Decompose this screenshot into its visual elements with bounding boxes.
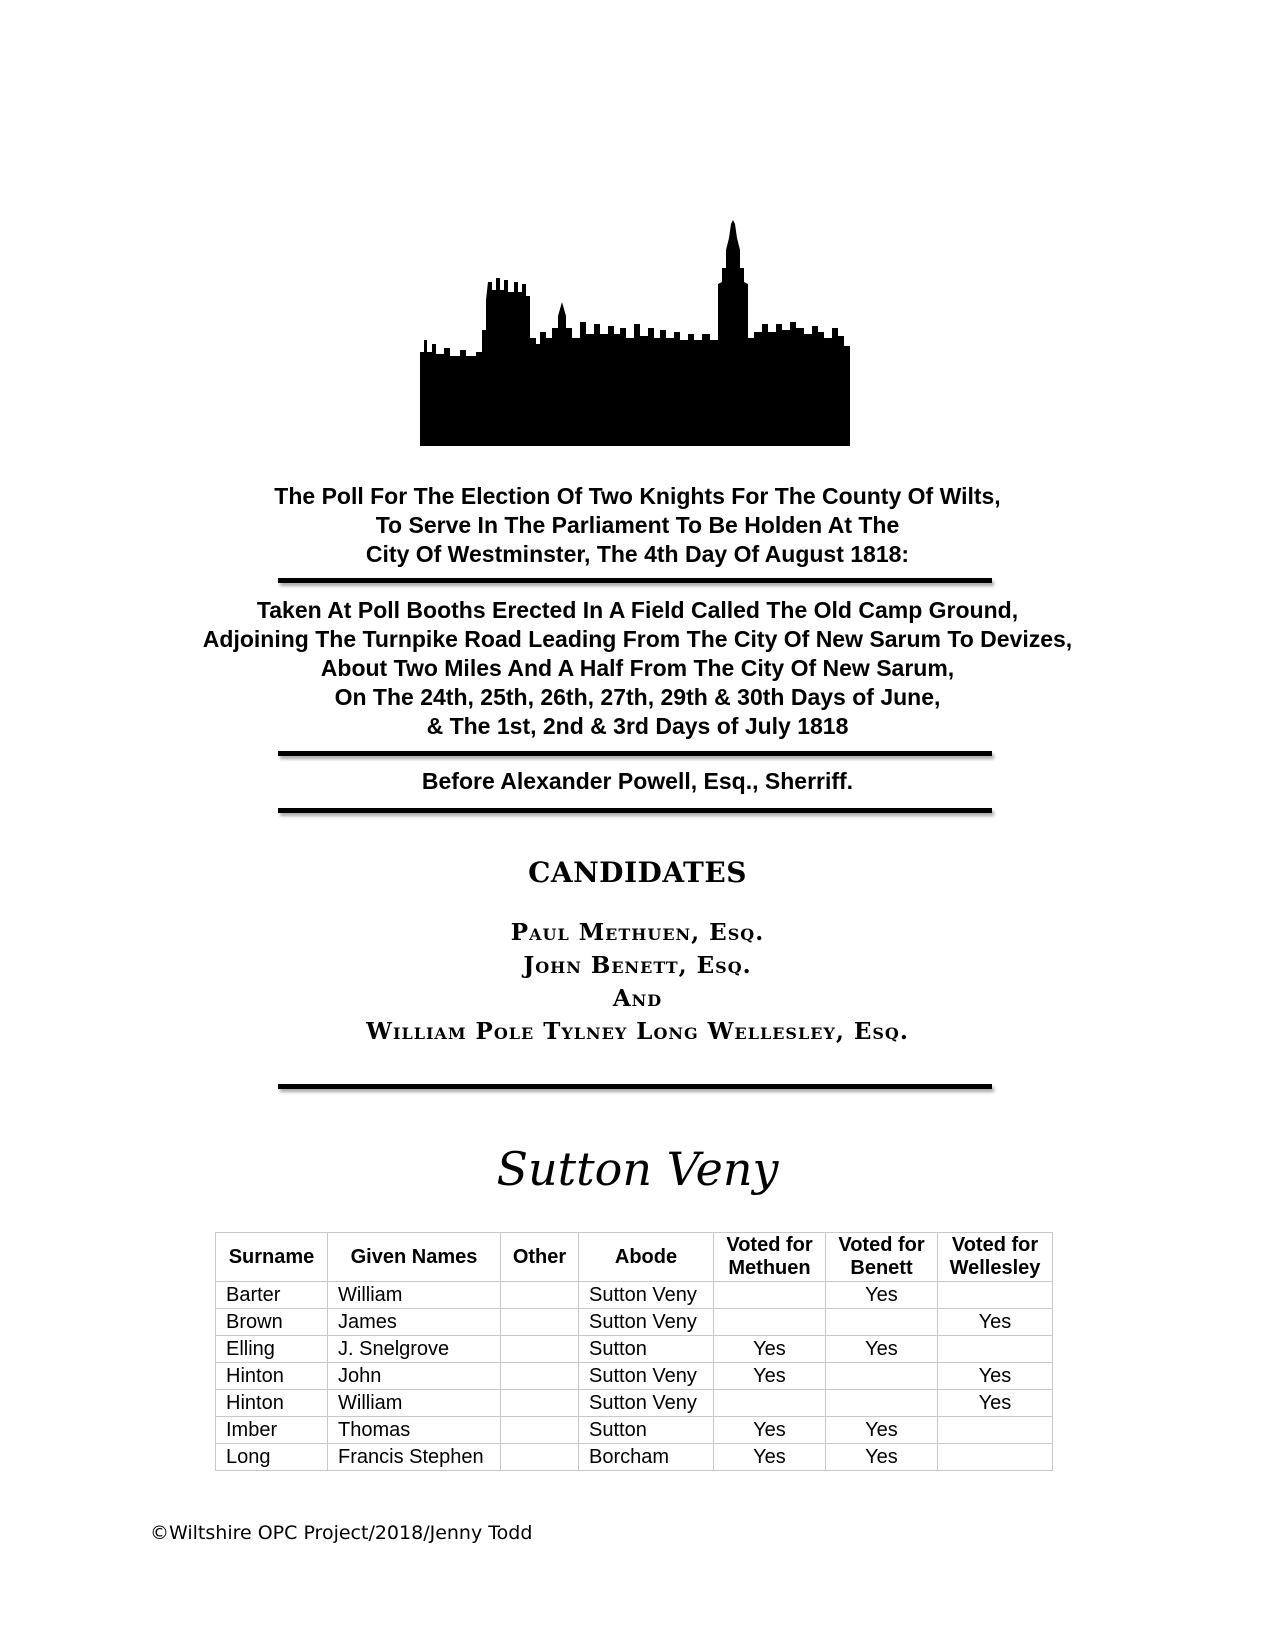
surname-cell: Imber [216, 1417, 328, 1444]
table-row [216, 1363, 1053, 1390]
benett-vote-cell [826, 1309, 938, 1336]
copyright-footer: ©Wiltshire OPC Project/2018/Jenny Todd [150, 1522, 533, 1544]
candidate-conjunction: And [612, 985, 663, 1012]
table-header-row [216, 1233, 1053, 1282]
abode-cell: Sutton Veny [579, 1390, 714, 1417]
column-header: Given Names [328, 1233, 501, 1282]
poll-location [0, 596, 1275, 741]
surname-cell: Hinton [216, 1390, 328, 1417]
westminster-skyline-image [420, 220, 850, 446]
abode-cell: Sutton Veny [579, 1309, 714, 1336]
poll-location-line: On The 24th, 25th, 26th, 27th, 29th & 30th Days of June, [334, 684, 941, 710]
table-row [216, 1390, 1053, 1417]
other-cell [501, 1282, 579, 1309]
other-cell [501, 1336, 579, 1363]
surname-cell: Long [216, 1444, 328, 1471]
benett-vote-cell [826, 1390, 938, 1417]
wellesley-vote-cell: Yes [938, 1390, 1053, 1417]
candidate-name: Paul Methuen, Esq. [510, 919, 765, 946]
surname-cell: Hinton [216, 1363, 328, 1390]
benett-vote-cell [826, 1363, 938, 1390]
table-row [216, 1309, 1053, 1336]
methuen-vote-cell: Yes [714, 1363, 826, 1390]
poll-title-line: City Of Westminster, The 4th Day Of August 1818: [365, 541, 910, 567]
benett-vote-cell: Yes [826, 1336, 938, 1363]
poll-location-line: About Two Miles And A Half From The City Of New Sarum, [320, 655, 955, 681]
poll-location-line: & The 1st, 2nd & 3rd Days of July 1818 [426, 713, 849, 739]
given-names-cell: John [328, 1363, 501, 1390]
poll-table [215, 1232, 1053, 1471]
sheriff-line: Before Alexander Powell, Esq., Sherriff. [421, 768, 854, 794]
other-cell [501, 1417, 579, 1444]
poll-title [0, 482, 1275, 569]
table-row [216, 1282, 1053, 1309]
column-header: Voted for Benett [826, 1233, 938, 1282]
poll-title-line: The Poll For The Election Of Two Knights For The County Of Wilts, [274, 483, 1001, 509]
other-cell [501, 1444, 579, 1471]
column-header: Voted for Wellesley [938, 1233, 1053, 1282]
poll-location-line: Taken At Poll Booths Erected In A Field Called The Old Camp Ground, [256, 597, 1019, 623]
divider-rule [278, 578, 992, 583]
other-cell [501, 1390, 579, 1417]
abode-cell: Borcham [579, 1444, 714, 1471]
table-row [216, 1444, 1053, 1471]
given-names-cell: J. Snelgrove [328, 1336, 501, 1363]
divider-rule [278, 808, 992, 813]
column-header: Other [501, 1233, 579, 1282]
wellesley-vote-cell: Yes [938, 1309, 1053, 1336]
column-header: Abode [579, 1233, 714, 1282]
candidates-heading: CANDIDATES [528, 856, 747, 889]
wellesley-vote-cell: Yes [938, 1363, 1053, 1390]
methuen-vote-cell [714, 1390, 826, 1417]
given-names-cell: William [328, 1282, 501, 1309]
table-row [216, 1417, 1053, 1444]
other-cell [501, 1363, 579, 1390]
abode-cell: Sutton [579, 1336, 714, 1363]
other-cell [501, 1309, 579, 1336]
candidates-list [0, 916, 1275, 1048]
column-header: Surname [216, 1233, 328, 1282]
candidate-name: William Pole Tylney Long Wellesley, Esq. [366, 1018, 909, 1045]
abode-cell: Sutton [579, 1417, 714, 1444]
methuen-vote-cell: Yes [714, 1444, 826, 1471]
methuen-vote-cell [714, 1282, 826, 1309]
wellesley-vote-cell [938, 1417, 1053, 1444]
table-row [216, 1336, 1053, 1363]
divider-rule [278, 1084, 992, 1089]
divider-rule [278, 751, 992, 756]
methuen-vote-cell: Yes [714, 1417, 826, 1444]
surname-cell: Barter [216, 1282, 328, 1309]
benett-vote-cell: Yes [826, 1282, 938, 1309]
candidate-name: John Benett, Esq. [523, 952, 752, 979]
surname-cell: Elling [216, 1336, 328, 1363]
wellesley-vote-cell [938, 1336, 1053, 1363]
methuen-vote-cell [714, 1309, 826, 1336]
column-header: Voted for Methuen [714, 1233, 826, 1282]
methuen-vote-cell: Yes [714, 1336, 826, 1363]
poll-title-line: To Serve In The Parliament To Be Holden At The [375, 512, 900, 538]
surname-cell: Brown [216, 1309, 328, 1336]
wellesley-vote-cell [938, 1444, 1053, 1471]
given-names-cell: James [328, 1309, 501, 1336]
abode-cell: Sutton Veny [579, 1363, 714, 1390]
place-title: Sutton Veny [496, 1142, 779, 1196]
benett-vote-cell: Yes [826, 1444, 938, 1471]
poll-location-line: Adjoining The Turnpike Road Leading From The City Of New Sarum To Devizes, [202, 626, 1073, 652]
given-names-cell: Francis Stephen [328, 1444, 501, 1471]
benett-vote-cell: Yes [826, 1417, 938, 1444]
abode-cell: Sutton Veny [579, 1282, 714, 1309]
wellesley-vote-cell [938, 1282, 1053, 1309]
given-names-cell: Thomas [328, 1417, 501, 1444]
given-names-cell: William [328, 1390, 501, 1417]
